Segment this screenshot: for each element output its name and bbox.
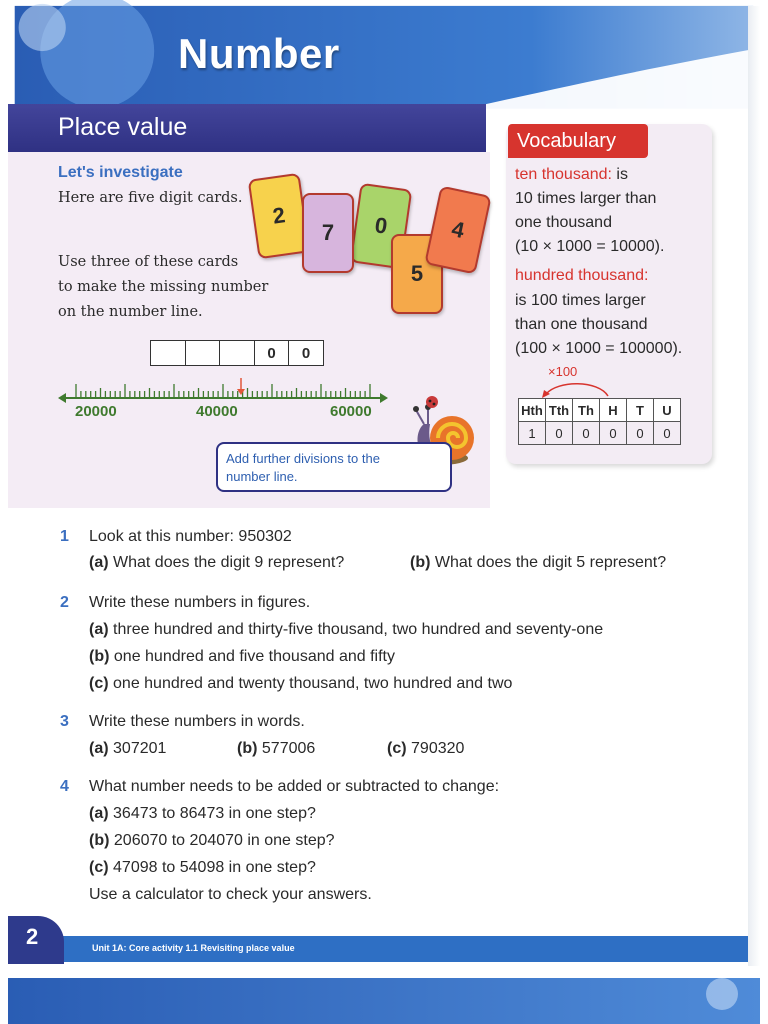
question-text: What number needs to be added or subtracted to change: [89, 778, 500, 795]
table-cell: 0 [573, 422, 600, 445]
table-cell: 0 [546, 422, 573, 445]
part-label: (c) [89, 859, 109, 876]
question-part [89, 859, 316, 877]
vocab-term-2: hundred thousand: [515, 267, 649, 284]
question-part [237, 740, 315, 758]
part-label: (c) [387, 740, 407, 757]
term-first: is [616, 166, 628, 183]
hint-text: Add further divisions to the number line. [226, 451, 380, 484]
part-text: 36473 to 86473 in one step? [113, 805, 316, 822]
number-line-label: 20000 [75, 403, 117, 420]
page-title: Number [178, 30, 340, 77]
question-number: 3 [60, 713, 69, 730]
digit-card[interactable]: 4 [424, 185, 491, 274]
part-text: What does the digit 5 represent? [434, 554, 667, 571]
part-text: 307201 [113, 740, 167, 757]
term-line: than one thousand [515, 316, 648, 333]
section-title: Place value [58, 113, 188, 141]
part-text: What does the digit 9 represent? [113, 554, 345, 571]
table-cell: 0 [654, 422, 681, 445]
table-header: Th [573, 399, 600, 422]
instruction-line-3: on the number line. [58, 304, 203, 320]
part-text: 47098 to 54098 in one step? [113, 859, 316, 876]
term-line: is 100 times larger [515, 292, 646, 309]
instruction-line-1: Use three of these cards [58, 254, 239, 270]
part-text: one hundred and twenty thousand, two hundred and two [113, 675, 513, 692]
curved-arrow-icon [538, 376, 618, 400]
digit-box: 0 [254, 340, 290, 366]
table-header: Tth [546, 399, 573, 422]
instruction-line-2: to make the missing number [58, 279, 269, 295]
number-line-label: 40000 [196, 403, 238, 420]
question-part [89, 675, 512, 693]
question-number: 1 [60, 528, 69, 545]
investigate-heading: Let's investigate [58, 164, 183, 181]
question-part [387, 740, 464, 758]
bottom-band [0, 976, 768, 1024]
table-cell: 0 [627, 422, 654, 445]
question-number: 4 [60, 778, 69, 795]
digit-box[interactable] [219, 340, 255, 366]
table-header: Hth [519, 399, 546, 422]
page-number: 2 [26, 924, 39, 949]
question-part [410, 554, 666, 572]
multiplier-label: ×100 [548, 364, 578, 379]
header-band [0, 0, 768, 110]
digit-box: 0 [288, 340, 324, 366]
term-line: (100 × 1000 = 100000). [515, 340, 683, 357]
question-part [89, 621, 603, 639]
question-text: Look at this number: 950302 [89, 528, 292, 545]
digit-card[interactable]: 7 [302, 193, 354, 273]
question-text: Write these numbers in figures. [89, 594, 311, 611]
part-label: (a) [89, 621, 109, 638]
part-label: (c) [89, 675, 109, 692]
part-text: 577006 [261, 740, 316, 757]
term-line: one thousand [515, 214, 612, 231]
vocabulary-title: Vocabulary [517, 130, 616, 152]
part-text: 790320 [411, 740, 465, 757]
term-line: (10 × 1000 = 10000). [515, 238, 665, 255]
question-part [89, 648, 395, 666]
table-header: T [627, 399, 654, 422]
hint-bubble [216, 442, 452, 492]
part-label: (b) [410, 554, 431, 571]
digit-box[interactable] [150, 340, 186, 366]
part-label: (a) [89, 740, 109, 757]
question-part [89, 832, 335, 850]
question-part [89, 554, 344, 572]
question-part [89, 740, 166, 758]
digit-card[interactable]: 2 [248, 173, 311, 259]
question-number: 2 [60, 594, 69, 611]
footer-text: Unit 1A: Core activity 1.1 Revisiting place value [92, 943, 295, 953]
place-value-table [518, 398, 681, 445]
part-label: (a) [89, 805, 109, 822]
part-label: (a) [89, 554, 109, 571]
digit-card[interactable]: 0 [350, 183, 413, 269]
part-text: one hundred and five thousand and fifty [113, 648, 395, 665]
digit-box[interactable] [185, 340, 221, 366]
digit-card[interactable]: 5 [391, 234, 443, 314]
table-cell: 0 [600, 422, 627, 445]
table-cell: 1 [519, 422, 546, 445]
table-header: H [600, 399, 627, 422]
vocab-term-1 [515, 166, 628, 184]
table-header: U [654, 399, 681, 422]
page-edge [748, 6, 760, 966]
question-part [89, 805, 316, 823]
part-label: (b) [89, 832, 110, 849]
question-text: Write these numbers in words. [89, 713, 305, 730]
part-label: (b) [89, 648, 110, 665]
term-label: ten thousand: [515, 166, 612, 183]
question-footer: Use a calculator to check your answers. [89, 886, 372, 903]
missing-number-boxes [150, 340, 324, 366]
part-text: three hundred and thirty-five thousand, two hundred and seventy-one [113, 621, 604, 638]
term-line: 10 times larger than [515, 190, 657, 207]
part-label: (b) [237, 740, 258, 757]
part-text: 206070 to 204070 in one step? [113, 832, 335, 849]
number-line-label: 60000 [330, 403, 372, 420]
investigate-intro: Here are five digit cards. [58, 190, 243, 206]
